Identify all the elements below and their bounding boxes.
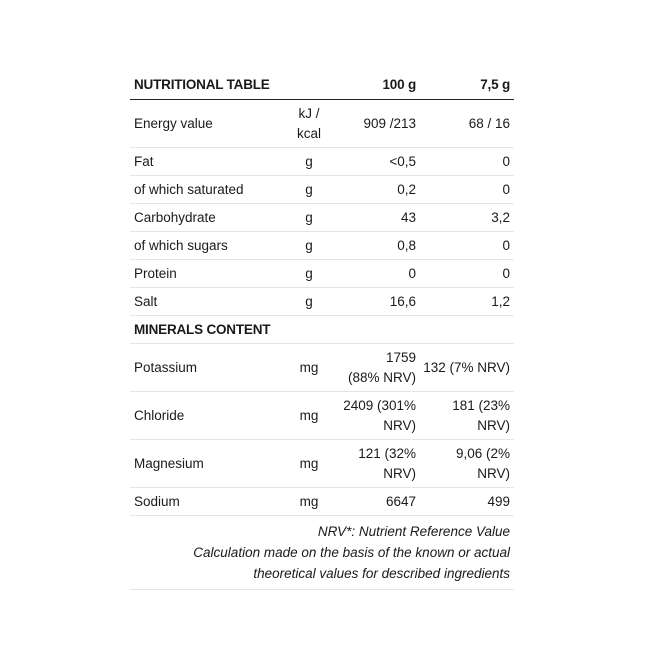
table-row-protein — [130, 260, 514, 288]
row-value-100g — [332, 392, 422, 440]
row-label: Fat — [130, 148, 286, 176]
row-value-100g: 43 — [332, 204, 422, 232]
row-label: Carbohydrate — [130, 204, 286, 232]
unit-line: kJ / — [298, 105, 320, 121]
row-unit: g — [286, 176, 332, 204]
footnote-line: Calculation made on the basis of the known or actual — [193, 545, 510, 560]
table-row-saturated — [130, 176, 514, 204]
row-value-100g: 0,2 — [332, 176, 422, 204]
table-title: NUTRITIONAL TABLE — [130, 70, 286, 100]
row-unit: g — [286, 204, 332, 232]
table-row-energy — [130, 100, 514, 148]
table-footnote — [130, 516, 514, 590]
row-value-100g: 909 /213 — [332, 100, 422, 148]
value-line: 181 (23% — [452, 397, 510, 413]
row-value-portion: 9,06 (2% NRV) — [422, 440, 514, 488]
row-unit: mg — [286, 392, 332, 440]
row-unit: g — [286, 288, 332, 316]
minerals-section-title: MINERALS CONTENT — [130, 316, 514, 344]
table-row-magnesium — [130, 440, 514, 488]
row-value-100g: 0 — [332, 260, 422, 288]
row-value-portion — [422, 392, 514, 440]
row-label: Energy value — [130, 100, 286, 148]
table-row-salt — [130, 288, 514, 316]
footnote-line: NRV*: Nutrient Reference Value — [317, 524, 510, 539]
table-row-potassium — [130, 344, 514, 392]
row-unit: g — [286, 148, 332, 176]
row-value-portion: 0 — [422, 148, 514, 176]
row-unit: g — [286, 260, 332, 288]
table-row-carbohydrate — [130, 204, 514, 232]
row-value-100g — [332, 440, 422, 488]
row-value-portion: 0 — [422, 232, 514, 260]
per-portion-header: 7,5 g — [422, 70, 514, 100]
row-value-100g — [332, 344, 422, 392]
row-label: Potassium — [130, 344, 286, 392]
row-unit: mg — [286, 440, 332, 488]
row-value-100g: 0,8 — [332, 232, 422, 260]
footnote-line: theoretical values for described ingredients — [253, 566, 510, 581]
row-label: Magnesium — [130, 440, 286, 488]
value-line: NRV) — [383, 465, 416, 481]
row-label: of which saturated — [130, 176, 286, 204]
row-unit: mg — [286, 488, 332, 516]
table-row-sodium — [130, 488, 514, 516]
row-unit — [286, 100, 332, 148]
value-line: 1759 — [385, 349, 416, 365]
value-line: NRV) — [383, 417, 416, 433]
nutrition-table — [130, 70, 514, 516]
table-row-sugars — [130, 232, 514, 260]
row-value-100g: 16,6 — [332, 288, 422, 316]
row-label: Salt — [130, 288, 286, 316]
row-value-portion: 499 — [422, 488, 514, 516]
table-row-chloride — [130, 392, 514, 440]
nutrition-table-container — [130, 70, 514, 590]
row-value-100g: <0,5 — [332, 148, 422, 176]
value-line: 121 (32% — [358, 445, 416, 461]
table-row-fat — [130, 148, 514, 176]
row-value-portion: 0 — [422, 176, 514, 204]
row-label: Protein — [130, 260, 286, 288]
minerals-section-header — [130, 316, 514, 344]
row-value-100g: 6647 — [332, 488, 422, 516]
row-label: Chloride — [130, 392, 286, 440]
row-label: of which sugars — [130, 232, 286, 260]
row-value-portion: 0 — [422, 260, 514, 288]
value-line: 2409 (301% — [343, 397, 416, 413]
per-100g-header: 100 g — [332, 70, 422, 100]
row-unit: g — [286, 232, 332, 260]
row-value-portion: 1,2 — [422, 288, 514, 316]
row-value-portion: 3,2 — [422, 204, 514, 232]
value-line: (88% NRV) — [347, 369, 416, 385]
row-unit: mg — [286, 344, 332, 392]
table-header-row — [130, 70, 514, 100]
row-value-portion: 68 / 16 — [422, 100, 514, 148]
value-line: NRV) — [477, 417, 510, 433]
unit-column-header — [286, 70, 332, 100]
row-value-portion: 132 (7% NRV) — [422, 344, 514, 392]
row-label: Sodium — [130, 488, 286, 516]
unit-line: kcal — [296, 125, 321, 141]
